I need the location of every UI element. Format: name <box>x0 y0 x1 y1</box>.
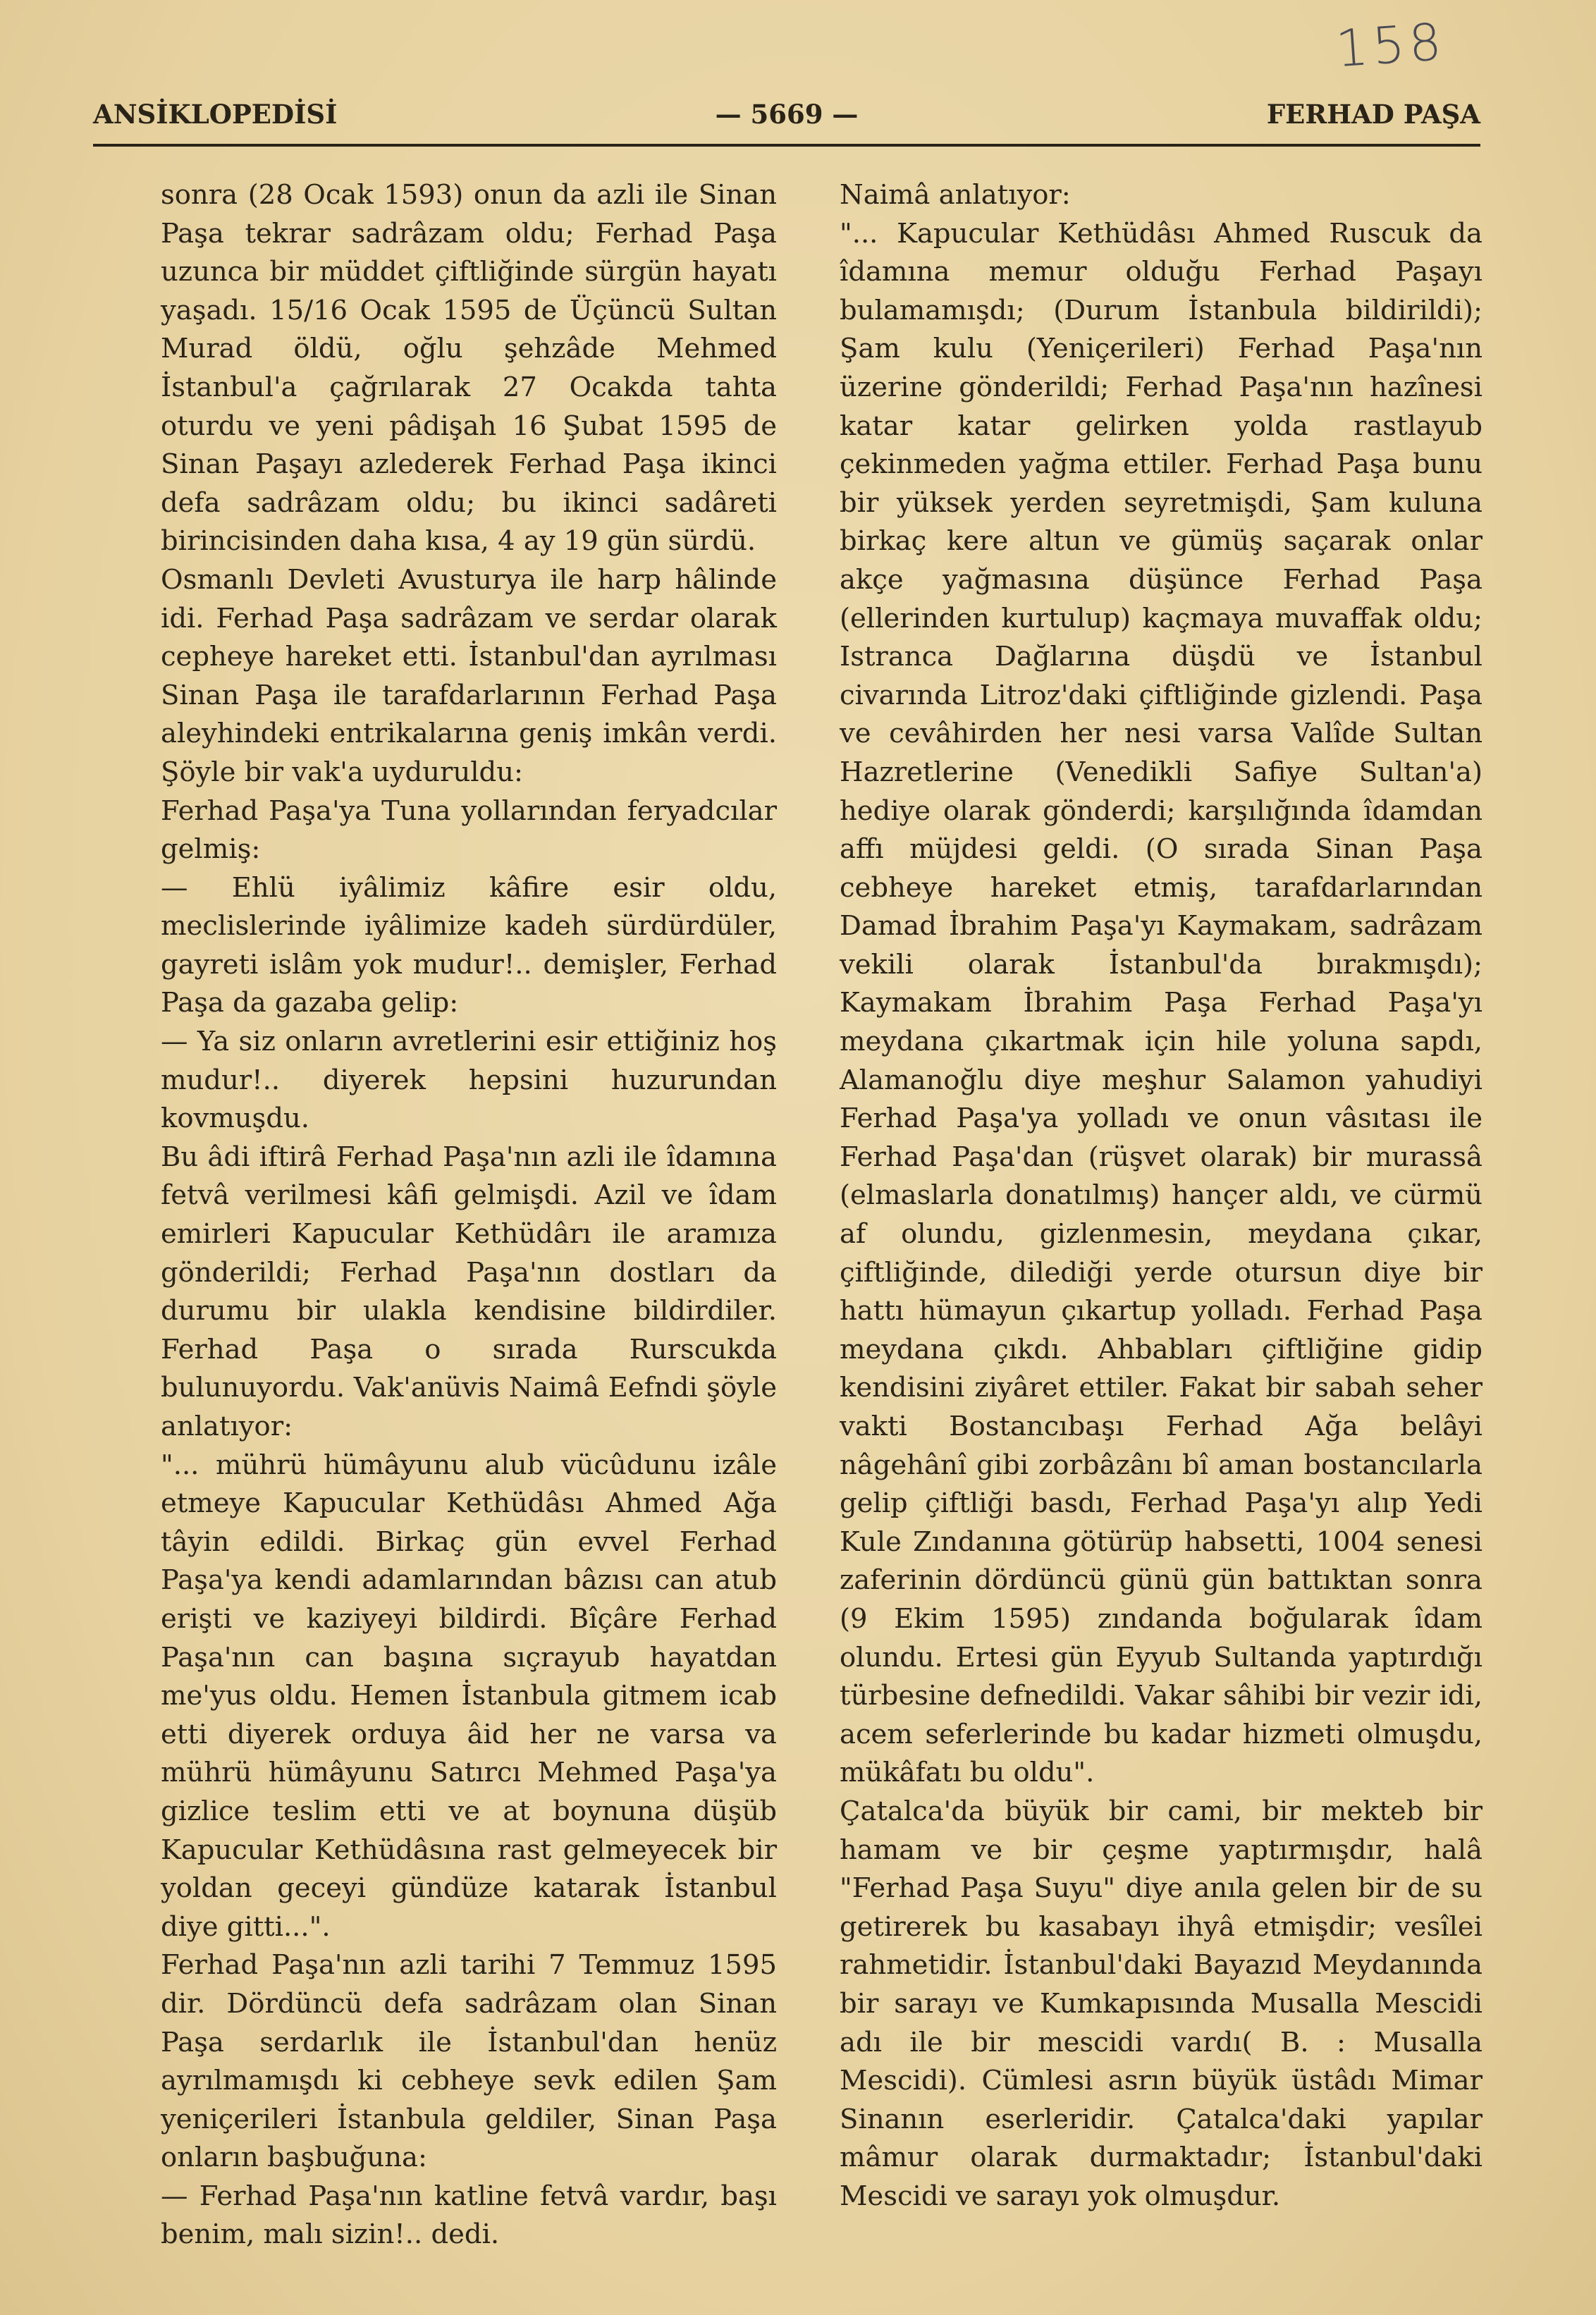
left-column <box>161 176 777 2254</box>
paragraph: Ferhad Paşa'nın azli tarihi 7 Temmuz 1595 dir. Dördüncü defa sadrâzam olan Sinan Paşa serdarlık ile İstanbul'dan henüz ayrılmamışdı ki cebheye sevk edilen Şam yeniçerileri İstanbula geldiler, Sinan Paşa onların başbuğuna: <box>161 1949 777 2174</box>
paragraph: Bu âdi iftirâ Ferhad Paşa'nın azli ile îdamına fetvâ verilmesi kâfi gelmişdi. Azil ve îdam emirleri Kapucular Kethüdârı ile aramıza gönderildi; Ferhad Paşa'nın dostları da durumu bir ulakla kendisine bildirdiler. Ferhad Paşa o sırada Rurscukda bulunuyordu. Vak'anüvis Naimâ Eefndi şöyle anlatıyor: <box>161 1141 777 1442</box>
paragraph: sonra (28 Ocak 1593) onun da azli ile Sinan Paşa tekrar sadrâzam oldu; Ferhad Paşa uzunca bir müddet çiftliğinde sürgün hayatı yaşadı. 15/16 Ocak 1595 de Üçüncü Sultan Murad öldü, oğlu şehzâde Mehmed İstanbul'a çağrılarak 27 Ocakda tahta oturdu ve yeni pâdişah 16 Şubat 1595 de Sinan Paşayı azlederek Ferhad Paşa ikinci defa sadrâzam oldu; bu ikinci sadâreti birincisinden daha kısa, 4 ay 19 gün sürdü. <box>161 179 777 558</box>
paragraph: "... Kapucular Kethüdâsı Ahmed Ruscuk da îdamına memur olduğu Ferhad Paşayı bulamamışdı; (Durum İstanbula bildirildi); Şam kulu (Yeniçerileri) Ferhad Paşa'nın üzerine gönderildi; Ferhad Paşa'nın hazînesi katar katar gelirken yolda rastlayub çekinmeden yağma ettiler. Ferhad Paşa bunu bir yüksek yerden seyretmişdi, Şam kuluna birkaç kere altun ve gümüş saçarak onlar akçe yağmasına düşünce Ferhad Paşa (ellerinden kurtulup) kaçmaya muvaffak oldu; Istranca Dağlarına düşdü ve İstanbul civarında Litroz'daki çiftliğinde gizlendi. Paşa ve cevâhirden her nesi varsa Valîde Sultan Hazretlerine (Venedikli Safiye Sultan'a) hediye olarak gönderdi; karşılığında îdamdan affı müjdesi geldi. (O sırada Sinan Paşa cebheye hareket etmiş, tarafdarlarından Damad İbrahim Paşa'yı Kaymakam, sadrâzam vekili olarak İstanbul'da bırakmışdı); Kaymakam İbrahim Paşa Ferhad Paşa'yı meydana çıkartmak için hile yoluna sapdı, Alamanoğlu diye meşhur Salamon yahudiyi Ferhad Paşa'ya yolladı ve onun vâsıtası ile Ferhad Paşa'dan (rüşvet olarak) bir murassâ (elmaslarla donatılmış) hançer aldı, ve cürmü af olundu, gizlenmesin, meydana çıkar, çiftliğinde, dilediği yerde otursun diye bir hattı hümayun çıkartup yolladı. Ferhad Paşa meydana çıkdı. Ahbabları çiftliğine gidip kendisini ziyâret ettiler. Fakat bir sabah seher vakti Bostancıbaşı Ferhad Ağa belâyi nâgehânî gibi zorbâzânı bî aman bostancılarla gelip çiftliği basdı, Ferhad Paşa'yı alıp Yedi Kule Zındanına götürüp habsetti, 1004 senesi zaferinin dördüncü günü gün battıktan sonra (9 Ekim 1595) zındanda boğularak îdam olundu. Ertesi gün Eyyub Sultanda yaptırdığı türbesine defnedildi. Vakar sâhibi bir vezir idi, acem seferlerinde bu kadar hizmeti olmuşdu, mükâfatı bu oldu". <box>840 217 1483 1789</box>
handwritten-page-number: 158 <box>1334 11 1448 79</box>
header-rule <box>93 144 1480 147</box>
paragraph: — Ferhad Paşa'nın katline fetvâ vardır, başı benim, malı sizin!.. dedi. <box>161 2180 777 2251</box>
right-column <box>840 176 1483 2216</box>
header-page-number: — 5669 — <box>715 99 859 130</box>
paragraph: — Ehlü iyâlimiz kâfire esir oldu, meclislerinde iyâlimize kadeh sürdürdüler, gayreti islâm yok mudur!.. demişler, Ferhad Paşa da gazaba gelip: <box>161 871 777 1019</box>
running-header <box>93 99 1480 148</box>
paragraph: "... mührü hümâyunu alub vücûdunu izâle etmeye Kapucular Kethüdâsı Ahmed Ağa tâyin edildi. Birkaç gün evvel Ferhad Paşa'ya kendi adamlarından bâzısı can atub erişti ve kaziyeyi bildirdi. Bîçâre Ferhad Paşa'nın can başına sıçrayub hayatdan me'yus oldu. Hemen İstanbula gitmem icab etti diyerek orduya âid her ne varsa va mührü hümâyunu Satırcı Mehmed Paşa'ya gizlice teslim etti ve at boynuna düşüb Kapucular Kethüdâsına rast gelmeyecek bir yoldan geceyi gündüze katarak İstanbul diye gitti...". <box>161 1449 777 1943</box>
paragraph: — Ya siz onların avretlerini esir ettiğiniz hoş mudur!.. diyerek hepsini huzurundan kovmuşdu. <box>161 1026 777 1135</box>
paragraph: Çatalca'da büyük bir cami, bir mekteb bir hamam ve bir çeşme yaptırmışdır, halâ "Ferhad Paşa Suyu" diye anıla gelen bir de su getirerek bu kasabayı ihyâ etmişdir; vesîlei rahmetidir. İstanbul'daki Bayazıd Meydanında bir sarayı ve Kumkapısında Musalla Mescidi adı ile bir mescidi vardı( B. : Musalla Mescidi). Cümlesi asrın büyük üstâdı Mimar Sinanın eserleridir. Çatalca'daki yapılar mâmur olarak durmaktadır; İstanbul'daki Mescidi ve sarayı yok olmuşdur. <box>840 1795 1483 2212</box>
header-left: ANSİKLOPEDİSİ <box>93 99 338 130</box>
paragraph: Ferhad Paşa'ya Tuna yollarından feryadcılar gelmiş: <box>161 794 777 866</box>
header-right: FERHAD PAŞA <box>1266 99 1480 130</box>
paragraph: Naimâ anlatıyor: <box>840 179 1071 211</box>
paragraph: Osmanlı Devleti Avusturya ile harp hâlinde idi. Ferhad Paşa sadrâzam ve serdar olarak cepheye hareket etti. İstanbul'dan ayrılması Sinan Paşa ile tarafdarlarının Ferhad Paşa aleyhindeki entrikalarına geniş imkân verdi. Şöyle bir vak'a uyduruldu: <box>161 563 777 788</box>
